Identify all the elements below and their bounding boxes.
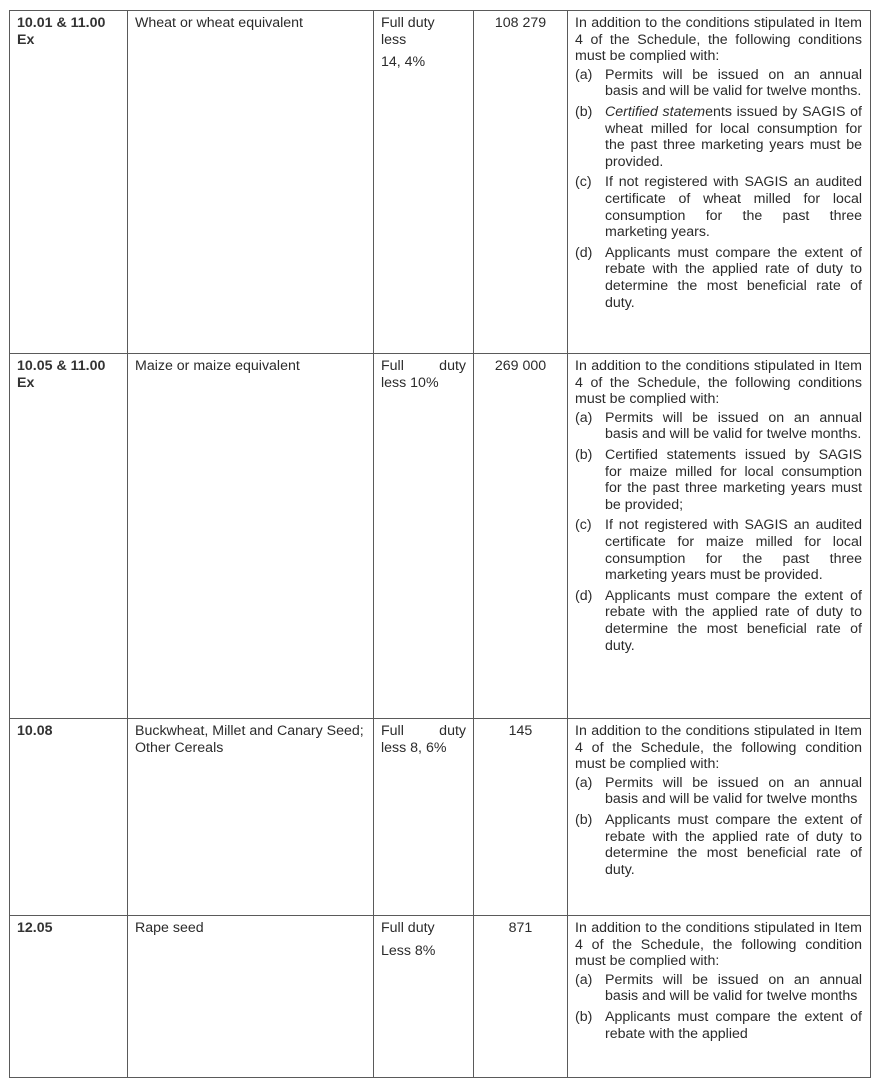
- table-row: [10, 916, 871, 1078]
- rate-line: less 8, 6%: [381, 739, 447, 756]
- condition-item: [575, 588, 862, 654]
- product-description: Buckwheat, Millet and Canary Seed; Other Cereals: [128, 719, 374, 916]
- rate-of-rebate: [374, 719, 474, 916]
- condition-label: (c): [575, 517, 592, 534]
- condition-label: (b): [575, 446, 593, 463]
- rate-line: Full duty: [381, 723, 466, 739]
- table-row: [10, 719, 871, 916]
- condition-item: [575, 104, 862, 170]
- tariff-code: 12.05: [10, 916, 128, 1078]
- condition-text: If not registered with SAGIS an audited certificate for maize milled for local consumption for the past three marketing years must be provided.: [605, 517, 862, 584]
- table-row: [10, 354, 871, 719]
- conditions-cell: [568, 354, 871, 719]
- product-description: Maize or maize equivalent: [128, 354, 374, 719]
- condition-item: [575, 1009, 862, 1042]
- rebate-schedule-table: [9, 10, 871, 1078]
- rate-line: Full duty: [381, 920, 435, 936]
- quantity: 269 000: [474, 354, 568, 719]
- product-description: Wheat or wheat equivalent: [128, 11, 374, 354]
- condition-text: Applicants must compare the extent of rebate with the applied rate of duty to determine the most beneficial rate of duty.: [605, 587, 862, 654]
- tariff-code: 10.08: [10, 719, 128, 916]
- conditions-intro: In addition to the conditions stipulated in Item 4 of the Schedule, the following conditions must be complied with:: [575, 15, 862, 65]
- condition-label: (a): [575, 774, 593, 791]
- condition-label: (b): [575, 1008, 593, 1025]
- rate-of-rebate: [374, 916, 474, 1078]
- condition-text-italic: Certified statem: [605, 103, 706, 120]
- condition-label: (a): [575, 409, 593, 426]
- rate-of-rebate: [374, 354, 474, 719]
- quantity: 108 279: [474, 11, 568, 354]
- tariff-code: 10.05 & 11.00 Ex: [10, 354, 128, 719]
- condition-item: [575, 812, 862, 878]
- rate-line: 14, 4%: [381, 54, 426, 71]
- condition-label: (d): [575, 587, 593, 604]
- condition-item: [575, 447, 862, 513]
- condition-text: Applicants must compare the extent of rebate with the applied: [605, 1008, 862, 1042]
- condition-label: (b): [575, 103, 593, 120]
- conditions-cell: [568, 11, 871, 354]
- conditions-cell: [568, 916, 871, 1078]
- condition-label: (a): [575, 66, 593, 83]
- condition-text: Certified statements issued by SAGIS for maize milled for local consumption for the past three marketing years must be provided;: [605, 446, 862, 513]
- conditions-intro: In addition to the conditions stipulated in Item 4 of the Schedule, the following condition must be complied with:: [575, 920, 862, 970]
- condition-item: [575, 775, 862, 808]
- condition-item: [575, 67, 862, 100]
- tariff-code: 10.01 & 11.00 Ex: [10, 11, 128, 354]
- condition-text: Applicants must compare the extent of rebate with the applied rate of duty to determine the most beneficial rate of duty.: [605, 244, 862, 311]
- rate-line: less 10%: [381, 374, 439, 391]
- condition-item: [575, 245, 862, 311]
- rate-line: Full duty: [381, 358, 466, 374]
- condition-label: (d): [575, 244, 593, 261]
- condition-text: Permits will be issued on an annual basis and will be valid for twelve months: [605, 971, 862, 1005]
- quantity: 145: [474, 719, 568, 916]
- condition-item: [575, 410, 862, 443]
- table-row: [10, 11, 871, 354]
- condition-item: [575, 517, 862, 583]
- conditions-cell: [568, 719, 871, 916]
- condition-label: (a): [575, 971, 593, 988]
- condition-label: (c): [575, 174, 592, 191]
- condition-text: Applicants must compare the extent of rebate with the applied rate of duty to determine the most beneficial rate of duty.: [605, 811, 862, 878]
- condition-text: If not registered with SAGIS an audited certificate of wheat milled for local consumption for the past three marketing years.: [605, 174, 862, 241]
- condition-text: ents issued by SAGIS of wheat milled for local consumption for the past three marketing years must be provided.: [605, 103, 862, 170]
- rate-line: Full duty: [381, 15, 435, 31]
- quantity: 871: [474, 916, 568, 1078]
- rate-of-rebate: [374, 11, 474, 354]
- rate-line: less: [381, 31, 407, 48]
- condition-item: [575, 972, 862, 1005]
- condition-text: Permits will be issued on an annual basis and will be valid for twelve months.: [605, 409, 862, 443]
- condition-text: Permits will be issued on an annual basis and will be valid for twelve months.: [605, 66, 862, 100]
- product-description: Rape seed: [128, 916, 374, 1078]
- condition-item: [575, 174, 862, 240]
- condition-text: Permits will be issued on an annual basis and will be valid for twelve months: [605, 774, 862, 808]
- conditions-intro: In addition to the conditions stipulated in Item 4 of the Schedule, the following condition must be complied with:: [575, 723, 862, 773]
- condition-label: (b): [575, 811, 593, 828]
- conditions-intro: In addition to the conditions stipulated in Item 4 of the Schedule, the following conditions must be complied with:: [575, 358, 862, 408]
- rate-line: Less 8%: [381, 942, 436, 959]
